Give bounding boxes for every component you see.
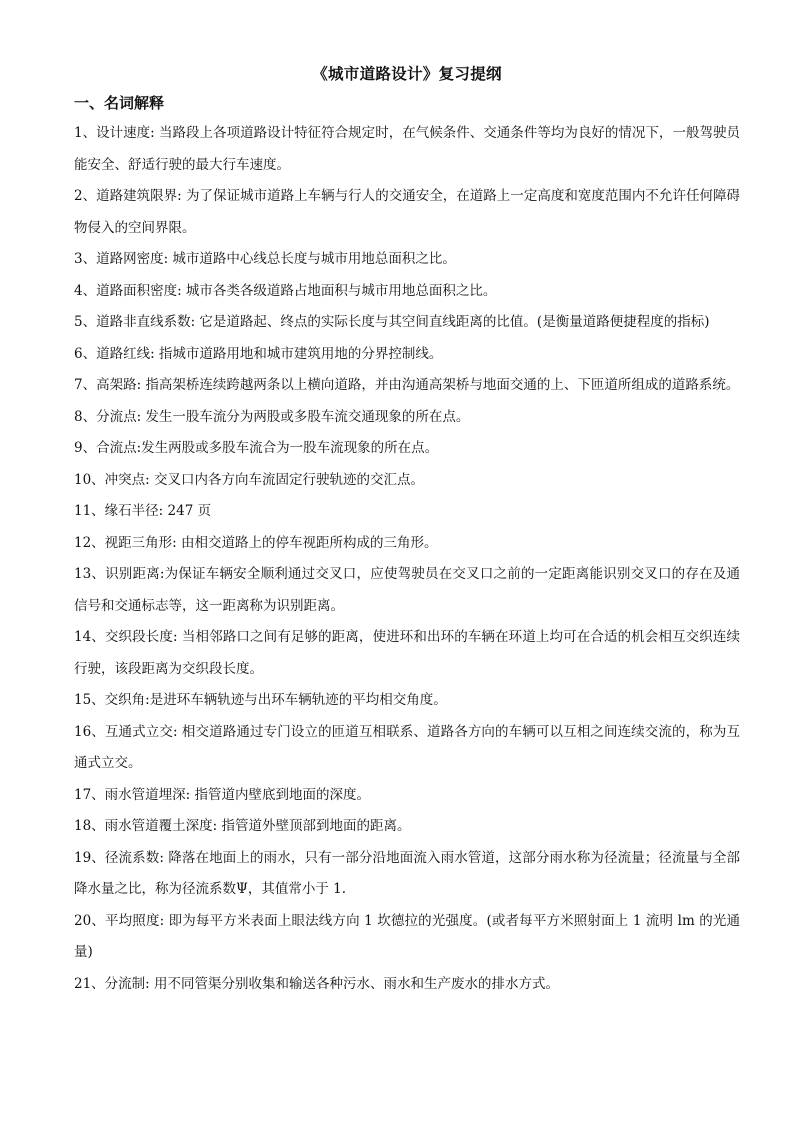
- term-entry: 21、分流制: 用不同管渠分别收集和输送各种污水、雨水和生产废水的排水方式。: [74, 975, 560, 992]
- document-title: 《城市道路设计》复习提纲: [312, 64, 502, 83]
- term-entry: 6、道路红线: 指城市道路用地和城市建筑用地的分界控制线。: [74, 345, 443, 362]
- document-page: [74, 64, 740, 1000]
- term-entry: 19、径流系数: 降落在地面上的雨水，只有一部分沿地面流入雨水管道，这部分雨水称为径流量；径流量与全部降水量之比，称为径流系数Ψ，其值常小于 1.: [74, 849, 740, 897]
- term-entry: 8、分流点: 发生一股车流分为两股或多股车流交通现象的所在点。: [74, 408, 470, 425]
- term-entry: 10、冲突点: 交叉口内各方向车流固定行驶轨迹的交汇点。: [74, 471, 425, 488]
- term-entry: 12、视距三角形: 由相交道路上的停车视距所构成的三角形。: [74, 534, 438, 551]
- term-entry: 1、设计速度: 当路段上各项道路设计特征符合规定时，在气候条件、交通条件等均为良好的情况下，一般驾驶员能安全、舒适行驶的最大行车速度。: [74, 125, 740, 173]
- term-entry: 7、高架路: 指高架桥连续跨越两条以上横向道路，并由沟通高架桥与地面交通的上、下匝道所组成的道路系统。: [74, 377, 740, 393]
- term-entry: 13、识别距离:为保证车辆安全顺利通过交叉口，应使驾驶员在交叉口之前的一定距离能识别交叉口的存在及通信号和交通标志等，这一距离称为识别距离。: [74, 566, 740, 614]
- term-entry: 18、雨水管道覆土深度: 指管道外壁顶部到地面的距离。: [74, 818, 411, 834]
- term-entry: 11、缘石半径: 247 页: [74, 503, 212, 519]
- term-entry: 17、雨水管道埋深: 指管道内壁底到地面的深度。: [74, 786, 371, 803]
- term-entry: 3、道路网密度: 城市道路中心线总长度与城市用地总面积之比。: [74, 251, 456, 267]
- term-entry: 9、合流点:发生两股或多股车流合为一股车流现象的所在点。: [74, 440, 439, 456]
- term-entry: 14、交织段长度: 当相邻路口之间有足够的距离，使进环和出环的车辆在环道上均可在合适的机会相互交织连续行驶，该段距离为交织段长度。: [74, 629, 740, 677]
- term-entry: 16、互通式立交: 相交道路通过专门设立的匝道互相联系、道路各方向的车辆可以互相之间连续交流的，称为互通式立交。: [74, 723, 740, 771]
- term-entry: 4、道路面积密度: 城市各类各级道路占地面积与城市用地总面积之比。: [74, 282, 497, 299]
- term-entry: 15、交织角:是进环车辆轨迹与出环车辆轨迹的平均相交角度。: [74, 692, 447, 708]
- term-entry: 20、平均照度: 即为每平方米表面上眼法线方向 1 坎德拉的光强度。(或者每平方米照射面上 1 流明 lm 的光通量): [74, 912, 740, 960]
- section-heading: 一、名词解释: [74, 94, 165, 112]
- term-entry: 2、道路建筑限界: 为了保证城市道路上车辆与行人的交通安全，在道路上一定高度和宽度范围内不允许任何障碍物侵入的空间界限。: [74, 188, 740, 236]
- term-entry: 5、道路非直线系数: 它是道路起、终点的实际长度与其空间直线距离的比值。(是衡量道路便捷程度的指标): [74, 314, 710, 330]
